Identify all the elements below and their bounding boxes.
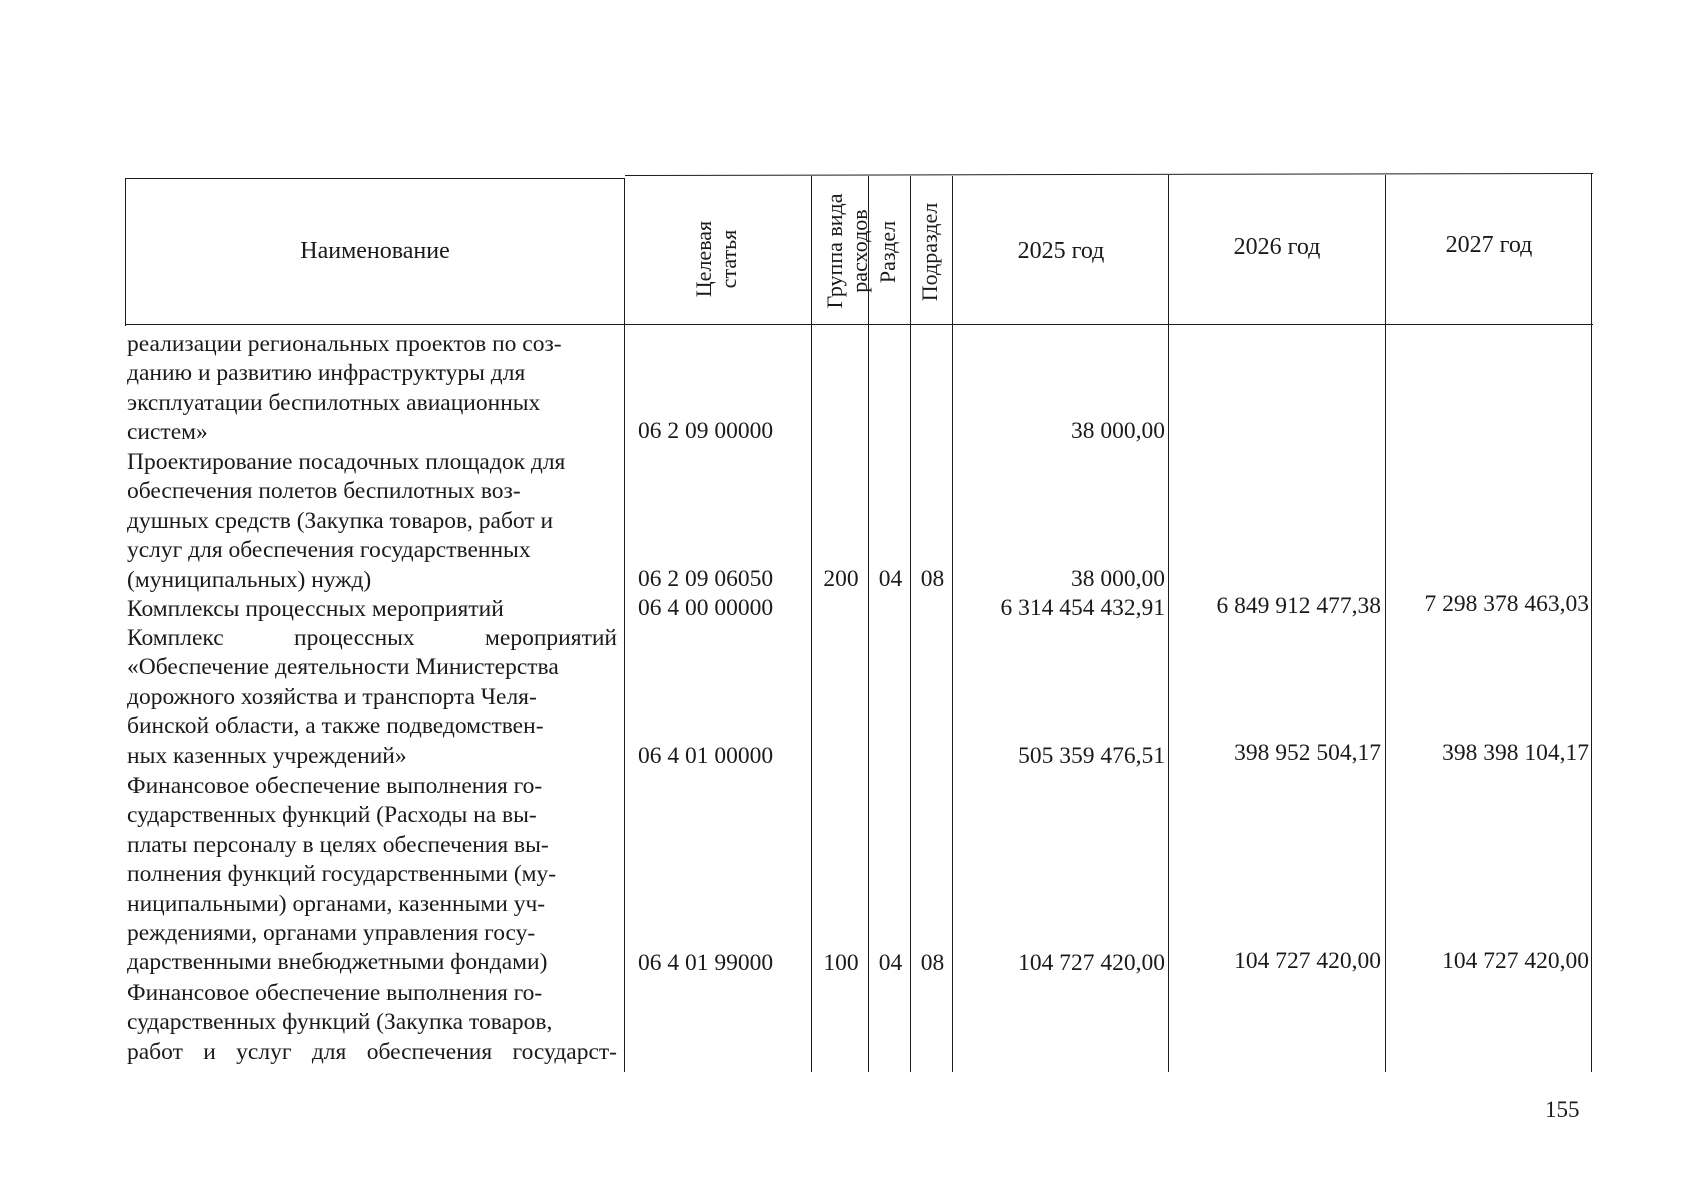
table-row-code: 06 2 09 06050 bbox=[638, 566, 774, 592]
column-divider bbox=[1385, 175, 1386, 1072]
name-line: Проектирование посадочных площадок для bbox=[127, 449, 566, 475]
table-row-2025: 104 727 420,00 bbox=[1018, 950, 1165, 976]
table-row-code: 06 2 09 00000 bbox=[638, 418, 774, 444]
table-row-2026: 398 952 504,17 bbox=[1234, 740, 1381, 766]
table-row-2025: 38 000,00 bbox=[1071, 566, 1165, 592]
name-line: дарственными внебюджетными фондами) bbox=[127, 949, 548, 976]
table-row-2025: 38 000,00 bbox=[1071, 418, 1165, 444]
table-top-border bbox=[125, 178, 625, 179]
table-row-name bbox=[127, 448, 617, 595]
column-divider bbox=[1168, 175, 1169, 1072]
header-target-article-line2: статья bbox=[716, 229, 741, 289]
header-bottom-border bbox=[125, 324, 1593, 325]
table-row-group: 200 bbox=[823, 566, 859, 592]
table-row-subsection: 08 bbox=[920, 566, 945, 592]
name-line: ниципальными) органами, казенными уч- bbox=[127, 890, 546, 917]
header-expense-group-line1: Группа вида bbox=[822, 193, 847, 309]
name-line: услуг для обеспечения государственных bbox=[127, 537, 531, 564]
table-row-name bbox=[127, 624, 617, 771]
name-line: Финансовое обеспечение выполнения го- bbox=[127, 980, 543, 1006]
table-top-border bbox=[625, 173, 1593, 176]
name-line: реализации региональных проектов по соз- bbox=[127, 331, 562, 357]
name-line: Комплекс процессных мероприятий bbox=[127, 625, 617, 651]
header-year-2027: 2027 год bbox=[1445, 232, 1533, 258]
table-row-2026: 6 849 912 477,38 bbox=[1216, 593, 1381, 619]
header-target-article-line1: Целевая bbox=[691, 220, 716, 298]
header-name: Наименование bbox=[300, 238, 450, 264]
name-line: обеспечения полетов беспилотных воз- bbox=[127, 478, 521, 505]
table-row-2025: 505 359 476,51 bbox=[1018, 743, 1165, 769]
table-row-2027: 7 298 378 463,03 bbox=[1424, 591, 1589, 617]
table-row-group: 100 bbox=[823, 950, 859, 976]
budget-table bbox=[125, 168, 1593, 1072]
table-row-2027: 104 727 420,00 bbox=[1442, 948, 1589, 974]
table-row-2025: 6 314 454 432,91 bbox=[1000, 595, 1165, 621]
column-divider bbox=[910, 176, 911, 1072]
name-line: данию и развитию инфраструктуры для bbox=[127, 360, 526, 387]
table-row-code: 06 4 01 99000 bbox=[638, 950, 774, 976]
header-target-article bbox=[691, 199, 745, 319]
column-divider bbox=[952, 176, 953, 1072]
column-divider bbox=[624, 178, 625, 1072]
header-expense-group bbox=[822, 178, 876, 324]
table-row-code: 06 4 01 00000 bbox=[638, 743, 774, 769]
table-row-name bbox=[127, 330, 617, 448]
header-year-2026: 2026 год bbox=[1233, 234, 1321, 260]
column-divider bbox=[811, 176, 812, 1072]
name-line: «Обеспечение деятельности Министерства bbox=[127, 654, 559, 681]
column-divider bbox=[1591, 173, 1592, 1072]
table-row-name bbox=[127, 595, 617, 624]
table-row-2026: 104 727 420,00 bbox=[1234, 948, 1381, 974]
table-row-subsection: 08 bbox=[920, 950, 945, 976]
name-line: реждениями, органами управления госу- bbox=[127, 920, 536, 947]
header-section: Раздел bbox=[875, 220, 900, 284]
name-line: платы персоналу в целях обеспечения вы- bbox=[127, 831, 549, 858]
table-row-name bbox=[127, 979, 617, 1067]
table-row-section: 04 bbox=[878, 950, 903, 976]
name-line: бинской области, а также подведомствен- bbox=[127, 713, 544, 740]
header-year-2025: 2025 год bbox=[1017, 238, 1105, 264]
header-subsection: Подраздел bbox=[917, 202, 942, 302]
name-line: полнения функций государственными (му- bbox=[127, 861, 557, 888]
name-line: сударственных функций (Закупка товаров, bbox=[127, 1009, 553, 1036]
page-number: 155 bbox=[1545, 1097, 1580, 1122]
table-row-section: 04 bbox=[878, 566, 903, 592]
name-line: эксплуатации беспилотных авиационных bbox=[127, 389, 541, 416]
table-row-code: 06 4 00 00000 bbox=[638, 595, 774, 621]
name-line: работ и услуг для обеспечения государст- bbox=[127, 1038, 617, 1065]
table-row-2027: 398 398 104,17 bbox=[1442, 740, 1589, 766]
table-row-name bbox=[127, 772, 617, 978]
name-line: ных казенных учреждений» bbox=[127, 742, 407, 769]
name-line: дорожного хозяйства и транспорта Челя- bbox=[127, 683, 537, 710]
name-line: систем» bbox=[127, 419, 208, 446]
name-line: Комплексы процессных мероприятий bbox=[127, 596, 504, 622]
name-line: душных средств (Закупка товаров, работ и bbox=[127, 507, 554, 534]
name-line: Финансовое обеспечение выполнения го- bbox=[127, 773, 543, 799]
name-line: сударственных функций (Расходы на вы- bbox=[127, 802, 537, 829]
header-expense-group-line2: расходов bbox=[847, 209, 872, 293]
name-line: (муниципальных) нужд) bbox=[127, 566, 372, 593]
